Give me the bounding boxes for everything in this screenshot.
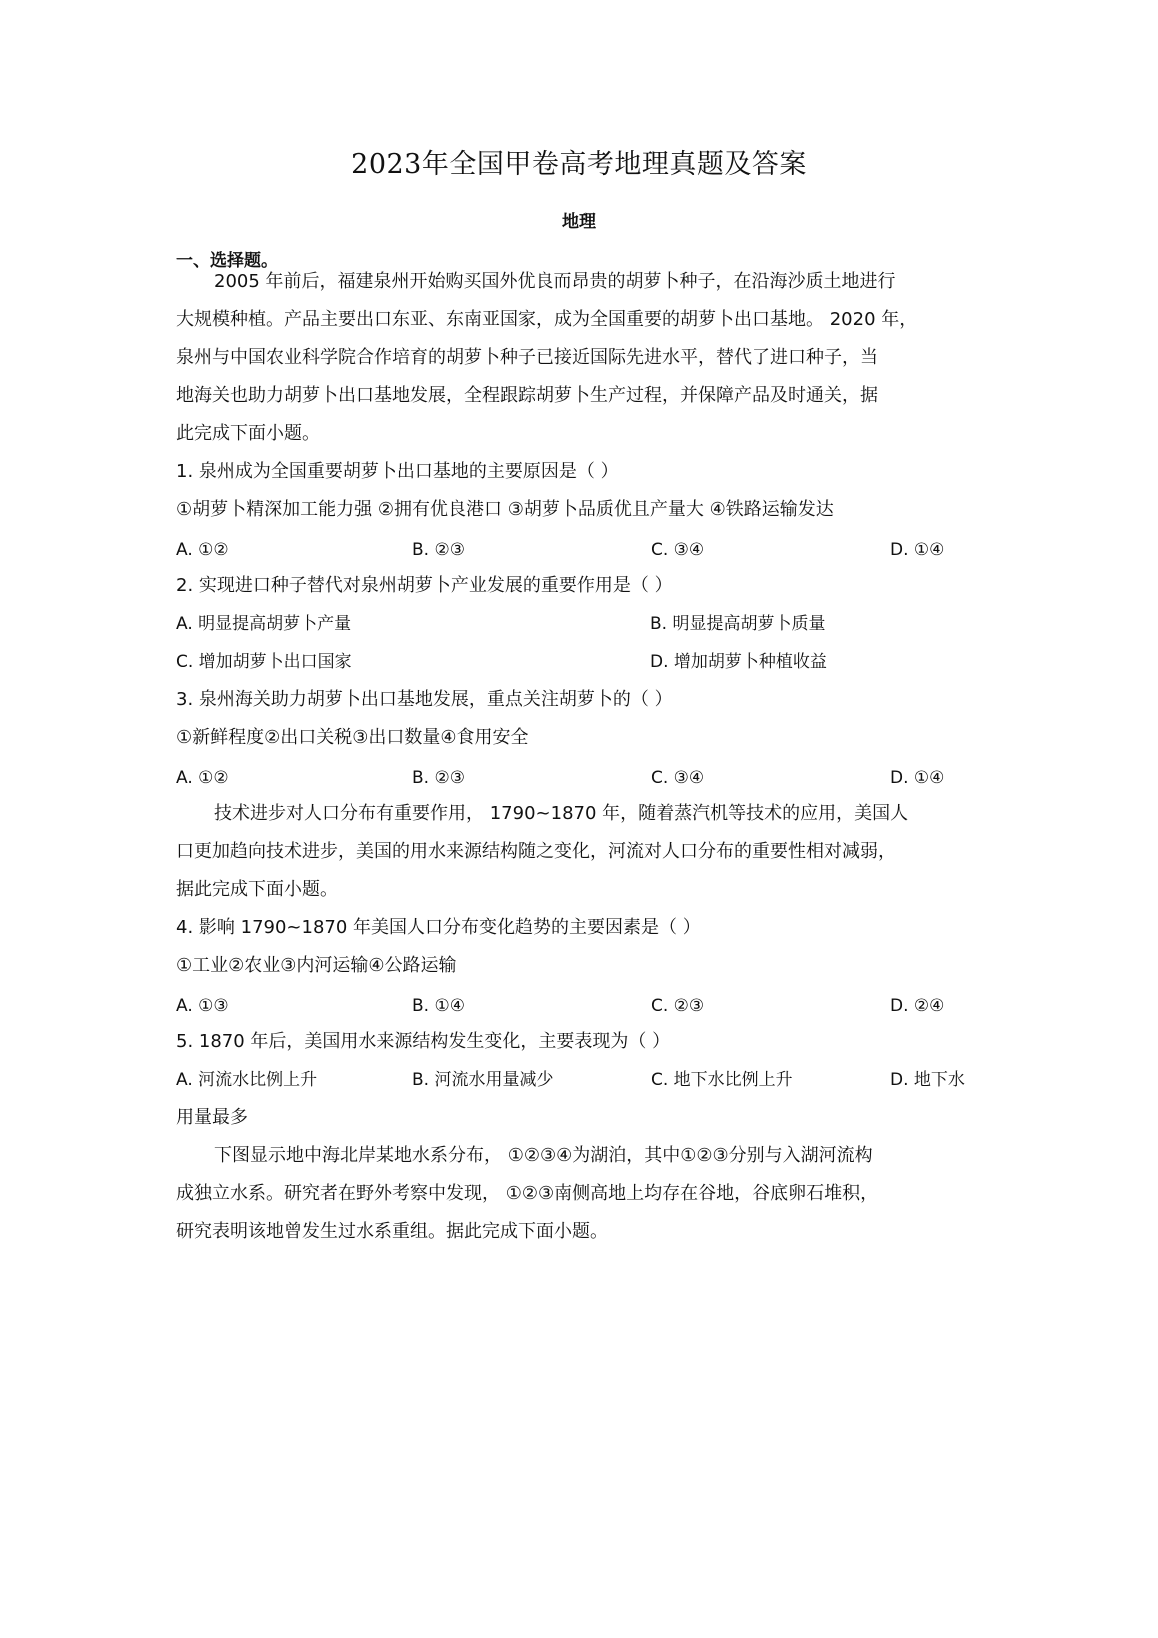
- section-heading: 一、选择题。: [176, 251, 278, 271]
- question-1-items: ①胡萝卜精深加工能力强 ②拥有优良港口 ③胡萝卜品质优且产量大 ④铁路运输发达: [176, 499, 834, 520]
- question-5-stem: 5. 1870 年后，美国用水来源结构发生变化，主要表现为（ ）: [176, 1031, 671, 1052]
- passage1-line-1: 2005 年前后，福建泉州开始购买国外优良而昂贵的胡萝卜种子，在沿海沙质土地进行: [214, 271, 896, 292]
- question-1-option-a: A. ①②: [176, 540, 229, 560]
- passage2-line-1: 技术进步对人口分布有重要作用， 1790~1870 年，随着蒸汽机等技术的应用，美国人: [214, 803, 909, 824]
- question-5-option-a: A. 河流水比例上升: [176, 1070, 318, 1090]
- passage3-line-3: 研究表明该地曾发生过水系重组。据此完成下面小题。: [176, 1221, 608, 1242]
- question-1-option-d: D. ①④: [890, 540, 945, 560]
- question-5-option-d-wrap: 用量最多: [176, 1107, 248, 1128]
- question-4-option-b: B. ①④: [412, 996, 465, 1016]
- passage3-line-2: 成独立水系。研究者在野外考察中发现， ①②③南侧高地上均存在谷地，谷底卵石堆积，: [176, 1183, 879, 1204]
- question-2-option-a: A. 明显提高胡萝卜产量: [176, 614, 352, 634]
- question-3-option-b: B. ②③: [412, 768, 465, 788]
- question-2-option-b: B. 明显提高胡萝卜质量: [650, 614, 826, 634]
- question-4-option-c: C. ②③: [651, 996, 705, 1016]
- question-3-option-a: A. ①②: [176, 768, 229, 788]
- question-4-stem: 4. 影响 1790~1870 年美国人口分布变化趋势的主要因素是（ ）: [176, 917, 701, 938]
- question-4-items: ①工业②农业③内河运输④公路运输: [176, 955, 457, 976]
- question-1-stem: 1. 泉州成为全国重要胡萝卜出口基地的主要原因是（ ）: [176, 461, 619, 482]
- question-3-stem: 3. 泉州海关助力胡萝卜出口基地发展，重点关注胡萝卜的（ ）: [176, 689, 673, 710]
- question-1-option-c: C. ③④: [651, 540, 705, 560]
- question-3-option-d: D. ①④: [890, 768, 945, 788]
- passage2-line-3: 据此完成下面小题。: [176, 879, 338, 900]
- passage1-line-5: 此完成下面小题。: [176, 423, 320, 444]
- question-3-items: ①新鲜程度②出口关税③出口数量④食用安全: [176, 727, 529, 748]
- passage1-line-4: 地海关也助力胡萝卜出口基地发展，全程跟踪胡萝卜生产过程，并保障产品及时通关，据: [176, 385, 878, 406]
- document-subtitle: 地理: [562, 212, 596, 232]
- passage2-line-2: 口更加趋向技术进步，美国的用水来源结构随之变化，河流对人口分布的重要性相对减弱，: [176, 841, 896, 862]
- question-5-option-c: C. 地下水比例上升: [651, 1070, 793, 1090]
- passage3-line-1: 下图显示地中海北岸某地水系分布， ①②③④为湖泊，其中①②③分别与入湖河流构: [214, 1145, 873, 1166]
- question-2-option-d: D. 增加胡萝卜种植收益: [650, 652, 827, 672]
- question-5-option-d: D. 地下水: [890, 1070, 965, 1090]
- question-1-option-b: B. ②③: [412, 540, 465, 560]
- passage1-line-2: 大规模种植。产品主要出口东亚、东南亚国家，成为全国重要的胡萝卜出口基地。 2020 年，: [176, 309, 918, 330]
- question-4-option-d: D. ②④: [890, 996, 945, 1016]
- question-2-option-c: C. 增加胡萝卜出口国家: [176, 652, 352, 672]
- question-2-stem: 2. 实现进口种子替代对泉州胡萝卜产业发展的重要作用是（ ）: [176, 575, 673, 596]
- passage1-line-3: 泉州与中国农业科学院合作培育的胡萝卜种子已接近国际先进水平，替代了进口种子，当: [176, 347, 878, 368]
- question-5-option-b: B. 河流水用量减少: [412, 1070, 554, 1090]
- question-4-option-a: A. ①③: [176, 996, 229, 1016]
- question-3-option-c: C. ③④: [651, 768, 705, 788]
- document-title: 2023年全国甲卷高考地理真题及答案: [351, 149, 807, 180]
